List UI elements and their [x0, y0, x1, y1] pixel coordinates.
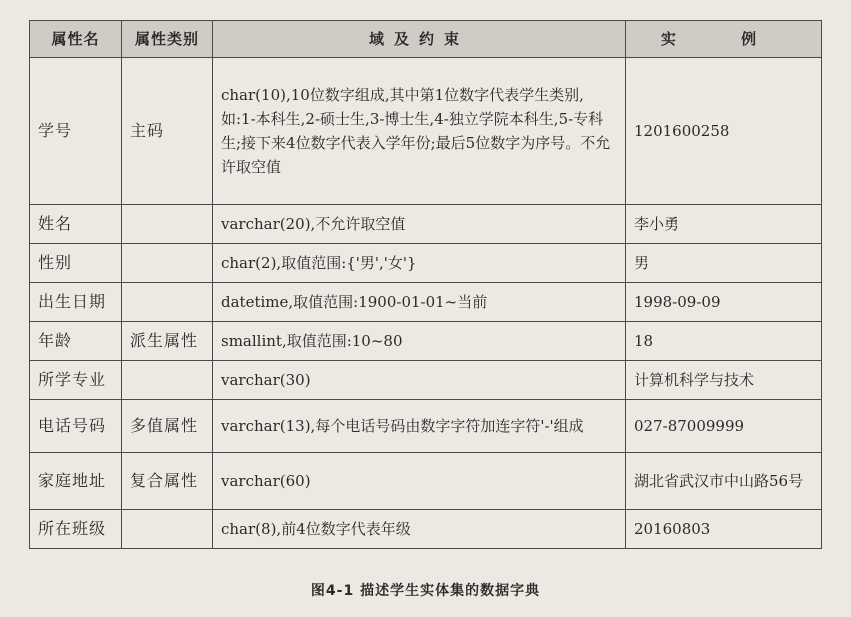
attribute-category-cell: [122, 361, 213, 400]
attribute-category-cell: [122, 283, 213, 322]
data-dictionary-table: [29, 20, 822, 549]
domain-constraint-cell: char(10),10位数字组成,其中第1位数字代表学生类别,如:1-本科生,2-硕士生,3-博士生,4-独立学院本科生,5-专科生;接下来4位数字代表入学年份;最后5位数字为序号。不允许取空值: [213, 58, 626, 205]
attribute-name-cell: 所学专业: [30, 361, 122, 400]
example-cell: 20160803: [626, 510, 822, 549]
attribute-name-cell: 家庭地址: [30, 453, 122, 510]
attribute-name-cell: 学号: [30, 58, 122, 205]
attribute-category-cell: 派生属性: [122, 322, 213, 361]
domain-constraint-cell: datetime,取值范围:1900-01-01~当前: [213, 283, 626, 322]
example-cell: 027-87009999: [626, 400, 822, 453]
table-row: [30, 361, 822, 400]
domain-constraint-cell: varchar(13),每个电话号码由数字字符加连字符'-'组成: [213, 400, 626, 453]
attribute-name-cell: 所在班级: [30, 510, 122, 549]
table-row: [30, 244, 822, 283]
attribute-category-cell: [122, 510, 213, 549]
header-domain-constraints: 域及约束: [213, 21, 626, 58]
attribute-category-cell: [122, 244, 213, 283]
header-attribute-category: 属性类别: [122, 21, 213, 58]
attribute-category-cell: [122, 205, 213, 244]
domain-constraint-cell: varchar(20),不允许取空值: [213, 205, 626, 244]
table-row: [30, 453, 822, 510]
table-row: [30, 283, 822, 322]
attribute-category-cell: 主码: [122, 58, 213, 205]
figure-caption: 图4-1 描述学生实体集的数据字典: [310, 583, 541, 599]
header-attribute-name: 属性名: [30, 21, 122, 58]
attribute-name-cell: 性别: [30, 244, 122, 283]
example-cell: 计算机科学与技术: [626, 361, 822, 400]
example-cell: 男: [626, 244, 822, 283]
attribute-name-cell: 姓名: [30, 205, 122, 244]
attribute-name-cell: 出生日期: [30, 283, 122, 322]
domain-constraint-cell: char(2),取值范围:{'男','女'}: [213, 244, 626, 283]
table-row: [30, 400, 822, 453]
attribute-name-cell: 电话号码: [30, 400, 122, 453]
table-row: [30, 205, 822, 244]
header-example: 实 例: [626, 21, 822, 58]
example-cell: 18: [626, 322, 822, 361]
domain-constraint-cell: char(8),前4位数字代表年级: [213, 510, 626, 549]
domain-constraint-cell: varchar(30): [213, 361, 626, 400]
domain-constraint-cell: smallint,取值范围:10~80: [213, 322, 626, 361]
example-cell: 湖北省武汉市中山路56号: [626, 453, 822, 510]
attribute-category-cell: 复合属性: [122, 453, 213, 510]
attribute-name-cell: 年龄: [30, 322, 122, 361]
domain-constraint-cell: varchar(60): [213, 453, 626, 510]
table-row: [30, 510, 822, 549]
table-header-row: [30, 21, 822, 58]
example-cell: 1201600258: [626, 58, 822, 205]
table-row: [30, 322, 822, 361]
example-cell: 1998-09-09: [626, 283, 822, 322]
attribute-category-cell: 多值属性: [122, 400, 213, 453]
example-cell: 李小勇: [626, 205, 822, 244]
table-row: [30, 58, 822, 205]
